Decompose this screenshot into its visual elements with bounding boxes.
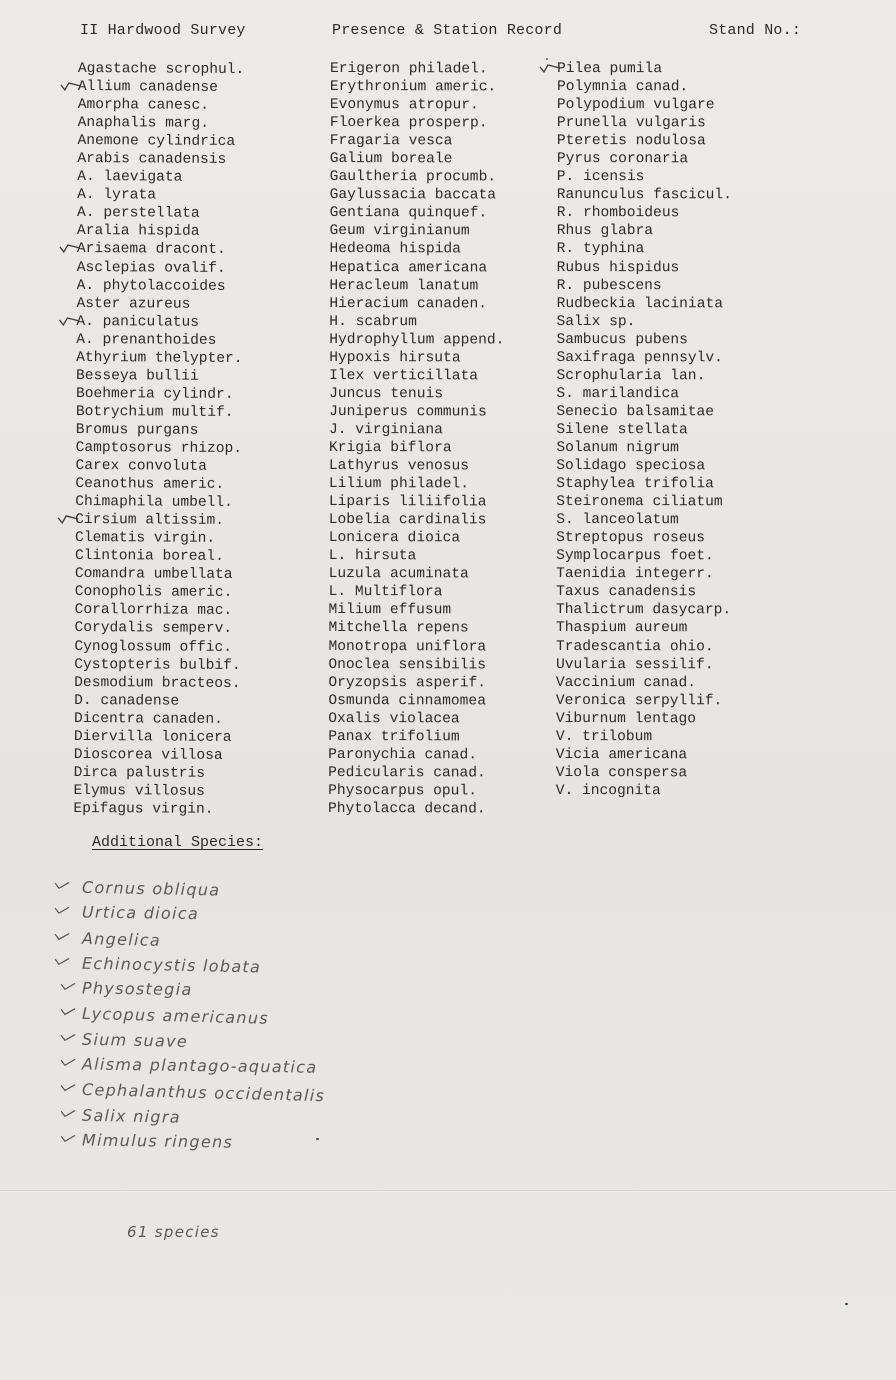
species-name: Paronychia canad. [328, 746, 478, 764]
paper-fold [0, 1190, 896, 1191]
species-item [77, 222, 244, 241]
species-item [557, 259, 732, 277]
species-name: Corallorrhiza mac. [74, 602, 233, 620]
species-name: Asclepias ovalif. [76, 259, 226, 277]
species-item [74, 619, 241, 638]
additional-species-item [48, 1026, 189, 1051]
species-name: Pyrus coronaria [556, 151, 689, 168]
check-mark-icon [54, 930, 70, 941]
species-item [328, 782, 503, 801]
check-mark-icon [60, 1056, 76, 1067]
species-name: Polypodium vulgare [556, 97, 715, 114]
species-item [556, 746, 731, 764]
species-item [76, 331, 243, 350]
additional-species-name: Cornus obliqua [81, 877, 221, 900]
species-name: Liparis liliifolia [328, 494, 487, 511]
species-name: Arisaema dracont. [76, 241, 226, 259]
species-name: Onoclea sensibilis [328, 656, 487, 673]
species-name: Bromus purgans [75, 421, 199, 439]
species-name: Uvularia sessilif. [555, 656, 714, 673]
species-name: Pedicularis canad. [328, 764, 486, 782]
species-item [329, 583, 504, 602]
species-name: Veronica serpyllif. [555, 692, 723, 709]
species-name: Hypoxis hirsuta [329, 349, 461, 367]
species-item [556, 349, 731, 367]
additional-species-item [48, 925, 162, 950]
additional-species-item [48, 1102, 182, 1127]
species-name: Saxifraga pennsylv. [556, 349, 723, 367]
species-item [556, 331, 731, 349]
species-name: Hedeoma hispida [329, 241, 461, 258]
species-item [557, 96, 732, 114]
species-item [557, 132, 732, 150]
check-mark-icon [60, 1082, 76, 1093]
species-item [75, 583, 242, 602]
species-name: Streptopus roseus [556, 530, 706, 547]
species-item [556, 367, 731, 385]
species-name: Arabis canadensis [77, 151, 227, 169]
species-item [556, 710, 731, 728]
species-item [78, 60, 245, 79]
species-name: Gaylussacia baccata [329, 187, 497, 204]
species-item [329, 313, 504, 332]
species-item [557, 204, 732, 222]
species-name: P. icensis [556, 169, 645, 186]
species-name: Steironema ciliatum [556, 494, 723, 511]
survey-title: II Hardwood Survey [80, 22, 246, 39]
species-item [557, 277, 732, 295]
species-item [328, 728, 503, 747]
species-name: Clematis virgin. [75, 530, 216, 548]
species-name: Pilea pumila [556, 61, 663, 78]
species-item [556, 619, 731, 637]
species-item [557, 313, 732, 331]
species-name: Cirsium altissim. [75, 512, 225, 530]
species-name: Vicia americana [555, 746, 688, 764]
species-item [556, 583, 731, 601]
species-item [76, 313, 243, 332]
species-name: Gentiana quinquef. [329, 205, 488, 222]
species-name: Hieracium canaden. [329, 295, 488, 313]
species-item [329, 295, 504, 314]
species-item [77, 204, 244, 223]
species-name: Senecio balsamitae [556, 403, 715, 421]
species-name: Milium effusum [328, 602, 452, 619]
species-name: Rudbeckia laciniata [556, 295, 723, 312]
species-name: H. scabrum [329, 313, 417, 330]
species-total-note: 61 species [127, 1223, 220, 1241]
species-name: S. marilandica [556, 385, 680, 403]
species-name: Erigeron philadel. [329, 60, 488, 78]
species-item [328, 619, 503, 638]
species-name: L. hirsuta [328, 548, 417, 565]
species-item [329, 277, 504, 296]
species-name: Lobelia cardinalis [328, 512, 487, 529]
species-item [330, 96, 505, 115]
species-name: Silene stellata [556, 421, 688, 439]
species-item [329, 457, 504, 476]
stand-number-label: Stand No.: [709, 22, 802, 39]
species-item [73, 782, 240, 801]
species-item [556, 547, 731, 565]
species-name: V. trilobum [555, 728, 653, 745]
species-item [330, 114, 505, 133]
species-name: Juncus tenuis [329, 385, 444, 403]
species-item [328, 674, 503, 693]
species-item [556, 529, 731, 547]
species-item [75, 547, 242, 566]
species-item [75, 565, 242, 584]
species-item [330, 150, 505, 169]
species-item [77, 150, 244, 169]
check-mark-icon [57, 513, 79, 525]
species-item [330, 60, 505, 79]
species-item [75, 475, 242, 494]
check-mark-icon [54, 955, 70, 966]
species-item [329, 331, 504, 350]
species-item [77, 186, 244, 205]
species-item [329, 367, 504, 386]
species-item [556, 457, 731, 475]
check-mark-icon [58, 315, 80, 327]
species-item [329, 493, 504, 512]
record-title: Presence & Station Record [332, 22, 563, 39]
species-item [556, 728, 731, 746]
species-name: V. incognita [555, 782, 661, 800]
check-mark-icon [60, 1031, 76, 1042]
check-mark-icon [60, 1107, 76, 1118]
species-name: Epifagus virgin. [73, 800, 214, 818]
species-name: Hydrophyllum append. [329, 331, 505, 349]
species-name: Floerkea prosperp. [329, 115, 488, 132]
additional-species-item [48, 1000, 270, 1029]
species-name: Krigia biflora [328, 439, 452, 457]
species-name: A. paniculatus [76, 313, 200, 331]
additional-species-name: Alisma plantago-aquatica [81, 1054, 318, 1077]
species-name: Cystopteris bulbif. [74, 656, 241, 674]
species-item [330, 78, 505, 97]
species-name: D. canadense [74, 692, 180, 710]
species-name: Panax trifolium [328, 728, 460, 746]
species-item [75, 493, 242, 512]
species-name: Oxalis violacea [328, 710, 460, 728]
species-name: Thaspium aureum [555, 620, 688, 637]
species-item [77, 132, 244, 151]
species-item [76, 421, 243, 440]
additional-species-name: Echinocystis lobata [81, 953, 262, 977]
species-item [75, 529, 242, 548]
species-item [76, 295, 243, 314]
species-name: Gaultheria procumb. [329, 169, 497, 186]
species-name: Taenidia integerr. [556, 566, 714, 583]
check-mark-icon [60, 1132, 76, 1143]
species-item [556, 656, 731, 674]
species-item [556, 475, 731, 493]
species-name: Diervilla lonicera [73, 728, 232, 746]
species-name: Sambucus pubens [556, 331, 688, 348]
species-item [329, 421, 504, 440]
species-name: Staphylea trifolia [556, 476, 714, 493]
species-item [330, 186, 505, 205]
species-name: Rhus glabra [556, 223, 654, 240]
species-name: A. prenanthoides [76, 331, 217, 349]
species-name: Carex convoluta [75, 458, 207, 475]
species-item [329, 547, 504, 566]
species-name: Amorpha canesc. [77, 97, 210, 114]
species-item [74, 746, 241, 765]
species-item [76, 385, 243, 404]
species-item [75, 457, 242, 476]
check-mark-icon [60, 980, 76, 991]
species-item [556, 565, 731, 583]
species-item [557, 295, 732, 313]
additional-species-item [48, 1076, 326, 1106]
species-name: Elymus villosus [73, 782, 205, 800]
species-name: Viola conspersa [555, 764, 688, 782]
species-name: Anemone cylindrica [77, 133, 236, 151]
species-item [556, 421, 731, 439]
species-item [556, 637, 731, 655]
species-item [557, 150, 732, 168]
species-item [329, 259, 504, 278]
species-item [556, 692, 731, 710]
check-mark-icon [54, 879, 70, 890]
pencil-dot [316, 1138, 319, 1140]
species-item [329, 529, 504, 548]
check-mark-icon [539, 62, 561, 74]
species-item [557, 222, 732, 240]
species-item [557, 240, 732, 258]
species-name: Anaphalis marg. [77, 115, 210, 132]
species-item [78, 78, 245, 97]
species-item [74, 710, 241, 729]
species-name: Lathyrus venosus [328, 458, 470, 475]
species-name: Thalictrum dasycarp. [556, 602, 732, 619]
species-item [557, 60, 732, 78]
species-item [556, 439, 731, 457]
species-item [75, 601, 242, 620]
additional-species-name: Cephalanthus occidentalis [81, 1080, 326, 1106]
species-name: Dicentra canaden. [73, 710, 223, 728]
species-item [556, 601, 731, 619]
species-name: Desmodium bracteos. [74, 674, 241, 692]
species-column-2 [328, 60, 505, 818]
check-mark-icon [59, 242, 81, 254]
ink-speck [546, 58, 548, 60]
species-item [556, 764, 731, 782]
species-name: Galium boreale [329, 151, 453, 168]
species-item [329, 511, 504, 530]
species-item [75, 511, 242, 530]
species-item [329, 439, 504, 458]
species-item [74, 692, 241, 711]
species-name: A. perstellata [77, 205, 200, 223]
species-name: Luzula acuminata [328, 566, 469, 583]
species-item [76, 439, 243, 458]
species-name: Pteretis nodulosa [556, 133, 706, 150]
species-name: Tradescantia ohio. [555, 638, 714, 655]
species-column-1 [73, 60, 244, 819]
species-item [556, 493, 731, 511]
check-mark-icon [60, 1006, 76, 1017]
species-item [557, 168, 732, 186]
species-name: Taxus canadensis [556, 584, 697, 601]
species-name: Rubus hispidus [556, 259, 680, 276]
species-item [329, 349, 504, 368]
species-name: Chimaphila umbell. [75, 494, 233, 512]
species-item [76, 403, 243, 422]
species-name: Polymnia canad. [556, 79, 689, 96]
species-name: Dioscorea villosa [73, 746, 223, 764]
species-item [329, 240, 504, 259]
species-item [330, 168, 505, 187]
species-item [328, 800, 503, 819]
species-name: Ranunculus fascicul. [556, 187, 732, 204]
species-name: Heracleum lanatum [329, 277, 479, 294]
species-name: Vaccinium canad. [555, 674, 697, 691]
species-item [78, 114, 245, 133]
species-item [557, 186, 732, 204]
species-name: Cynoglossum offic. [74, 638, 233, 656]
check-mark-icon [60, 80, 82, 92]
species-name: Fragaria vesca [329, 133, 453, 150]
species-name: A. laevigata [77, 169, 183, 186]
species-name: Symplocarpus foet. [556, 548, 714, 565]
species-name: S. lanceolatum [556, 512, 679, 529]
species-name: Conopholis americ. [74, 584, 233, 602]
species-name: R. rhomboideus [556, 205, 680, 222]
species-item [329, 601, 504, 620]
species-name: Botrychium multif. [75, 403, 234, 421]
species-item [329, 475, 504, 494]
species-name: Camptosorus rhizop. [75, 439, 243, 457]
species-item [556, 674, 731, 692]
species-item [329, 565, 504, 584]
additional-species-item [48, 950, 262, 977]
species-name: Juniperus communis [329, 403, 487, 421]
additional-species-item [48, 874, 221, 900]
species-item [73, 800, 240, 819]
species-name: Lilium philadel. [328, 476, 470, 493]
species-name: Evonymus atropur. [329, 97, 479, 114]
species-item [557, 114, 732, 132]
species-item [328, 764, 503, 783]
species-name: Salix sp. [556, 313, 636, 330]
species-item [328, 746, 503, 765]
species-name: L. Multiflora [328, 584, 443, 601]
species-item [76, 349, 243, 368]
species-name: Corydalis semperv. [74, 620, 233, 638]
species-item [74, 656, 241, 675]
species-name: Hepatica americana [329, 259, 488, 276]
species-item [77, 277, 244, 296]
species-name: Monotropa uniflora [328, 638, 487, 655]
species-item [330, 204, 505, 223]
species-name: Dirca palustris [73, 764, 206, 782]
species-item [330, 222, 505, 241]
additional-species-name: Physostegia [81, 978, 193, 1000]
species-name: A. phytolaccoides [76, 277, 226, 295]
species-name: Besseya bullii [76, 367, 199, 385]
species-item [77, 259, 244, 278]
species-item [557, 78, 732, 96]
species-item [77, 168, 244, 187]
species-item [328, 692, 503, 711]
species-item [556, 385, 731, 403]
species-item [74, 674, 241, 693]
species-name: Phytolacca decand. [328, 800, 486, 818]
species-name: Aster azureus [76, 295, 191, 313]
additional-species-name: Angelica [81, 928, 162, 950]
species-name: Oryzopsis asperif. [328, 674, 487, 692]
species-item [76, 367, 243, 386]
species-item [556, 511, 731, 529]
additional-species-name: Sium suave [81, 1029, 189, 1051]
species-item [556, 782, 731, 800]
species-name: Agastache scrophul. [77, 60, 245, 79]
species-item [329, 403, 504, 422]
species-name: Allium canadense [77, 79, 219, 96]
species-item [328, 656, 503, 675]
species-name: Ceanothus americ. [75, 476, 225, 493]
species-name: R. pubescens [556, 277, 662, 294]
species-name: Erythronium americ. [329, 79, 497, 96]
species-item [77, 240, 244, 259]
species-name: Osmunda cinnamomea [328, 692, 486, 710]
species-column-3 [556, 60, 732, 800]
species-name: Ilex verticillata [329, 367, 479, 385]
species-item [74, 764, 241, 783]
additional-species-name: Lycopus americanus [81, 1004, 270, 1029]
additional-species-name: Salix nigra [81, 1105, 182, 1127]
species-name: R. typhina [556, 241, 645, 258]
species-item [74, 728, 241, 747]
species-name: Viburnum lentago [555, 710, 696, 727]
species-item [330, 132, 505, 151]
species-name: J. virginiana [329, 421, 443, 439]
pencil-dot [845, 1303, 848, 1305]
species-name: Geum virginianum [329, 223, 470, 240]
species-name: Clintonia boreal. [74, 548, 224, 566]
species-name: Solanum nigrum [556, 439, 679, 457]
species-name: Solidago speciosa [556, 458, 706, 475]
species-name: Lonicera dioica [328, 530, 461, 547]
species-item [74, 637, 241, 656]
species-item [328, 710, 503, 729]
additional-species-name: Urtica dioica [81, 902, 200, 924]
species-name: Boehmeria cylindr. [75, 385, 234, 403]
species-item [328, 637, 503, 656]
additional-species-name: Mimulus ringens [81, 1130, 234, 1152]
species-name: A. lyrata [77, 187, 157, 204]
additional-species-heading: Additional Species: [92, 834, 264, 851]
species-name: Mitchella repens [328, 620, 469, 637]
species-name: Comandra umbellata [74, 566, 233, 584]
species-name: Prunella vulgaris [556, 115, 706, 132]
check-mark-icon [54, 904, 70, 915]
species-name: Athyrium thelypter. [76, 349, 243, 367]
species-item [556, 403, 731, 421]
species-name: Scrophularia lan. [556, 367, 706, 385]
species-name: Physocarpus opul. [328, 782, 477, 800]
species-item [329, 385, 504, 404]
species-item [78, 96, 245, 115]
species-name: Aralia hispida [76, 223, 200, 241]
